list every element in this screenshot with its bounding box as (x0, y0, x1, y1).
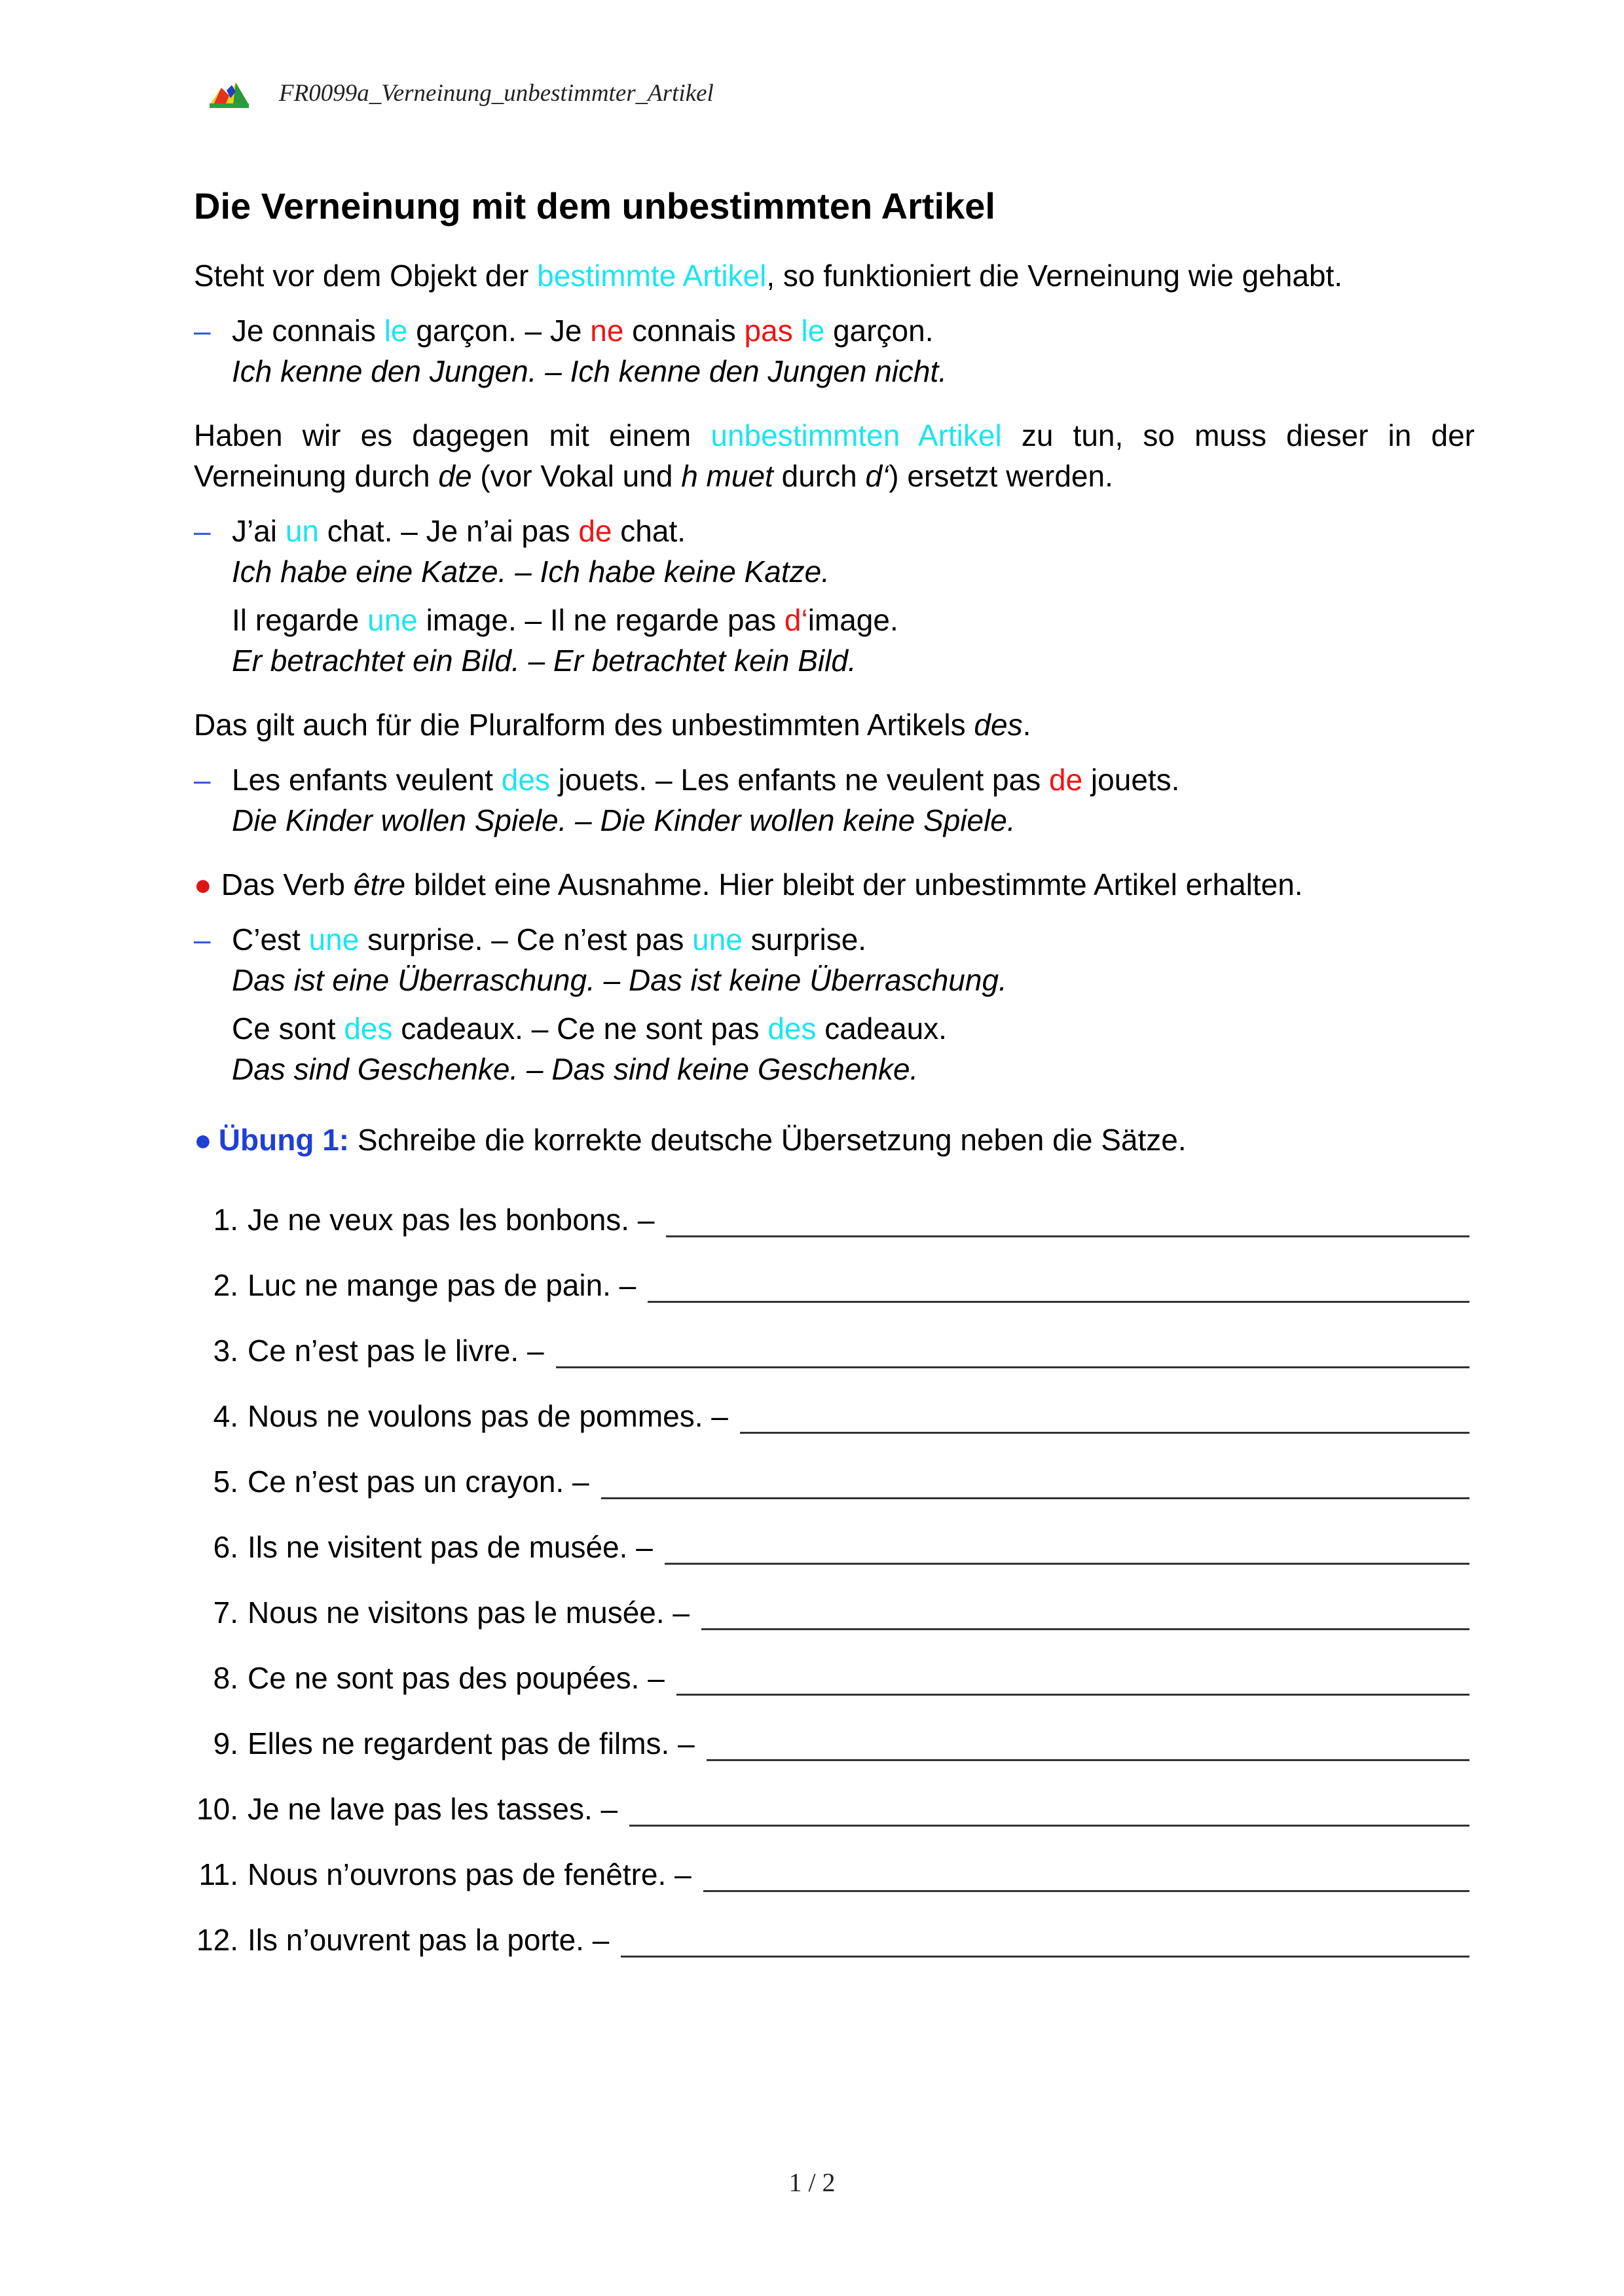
highlight-indefinite-article: unbestimmten Artikel (710, 418, 1002, 452)
text: durch (773, 459, 866, 493)
term: être (353, 867, 406, 902)
text: Il regarde (232, 603, 368, 637)
text: chat. – Je n’ai pas (318, 514, 579, 548)
text (793, 314, 802, 348)
text: Les enfants veulent (232, 763, 502, 797)
text: cadeaux. – Ce ne sont pas (392, 1011, 768, 1046)
answer-line[interactable] (666, 1226, 1469, 1237)
text: surprise. – Ce n’est pas (359, 922, 693, 957)
text: Ce sont (232, 1011, 344, 1046)
note-exception (194, 864, 1475, 905)
exercise-number: 6. (213, 1530, 238, 1564)
article: un (285, 514, 319, 548)
exercise-item (194, 1895, 1469, 1960)
text: Je connais (232, 314, 384, 348)
text: C’est (232, 922, 309, 957)
text: ) ersetzt werden. (889, 459, 1113, 493)
exercise-item (194, 1764, 1469, 1829)
article: une (367, 603, 418, 637)
answer-line[interactable] (621, 1946, 1469, 1958)
answer-line[interactable] (648, 1292, 1469, 1303)
example-german: Das ist eine Überraschung. – Das ist keine Überraschung. (232, 963, 1007, 997)
text: garçon. – Je (407, 314, 591, 348)
example-french (232, 1008, 1475, 1049)
answer-line[interactable] (740, 1423, 1469, 1434)
article: des (501, 763, 550, 797)
exercise-item (194, 1502, 1469, 1567)
text: image. – Il ne regarde pas (417, 603, 784, 637)
list-dash: – (194, 763, 211, 797)
text: cadeaux. (816, 1011, 947, 1046)
exercise-number: 4. (213, 1399, 238, 1433)
example-german: Ich kenne den Jungen. – Ich kenne den Jungen nicht. (232, 354, 948, 388)
example-german: Er betrachtet ein Bild. – Er betrachtet kein Bild. (232, 644, 857, 678)
example-french (232, 511, 1475, 551)
article: des (767, 1011, 817, 1046)
text: surprise. (742, 922, 867, 957)
text: Haben wir es dagegen mit einem (194, 418, 711, 452)
text: jouets. – Les enfants ne veulent pas (549, 763, 1049, 797)
list-dash: – (194, 514, 211, 548)
answer-line[interactable] (601, 1488, 1469, 1499)
example-4 (194, 919, 1475, 1089)
text: Das Verb (221, 867, 354, 902)
exercise-number: 1. (213, 1203, 238, 1237)
exercise-item (194, 1240, 1469, 1305)
exercise-item (194, 1698, 1469, 1764)
exercise-number: 11. (198, 1857, 238, 1891)
exercise-sentence: Ils n’ouvrent pas la porte. – (248, 1923, 610, 1957)
article: le (801, 314, 825, 348)
exercise-number: 3. (213, 1334, 238, 1368)
answer-line[interactable] (665, 1554, 1469, 1565)
text: connais (623, 314, 745, 348)
term: de (438, 459, 472, 493)
text: bildet eine Ausnahme. Hier bleibt der unbestimmte Artikel erhalten. (405, 867, 1303, 902)
exercise-item (194, 1175, 1469, 1240)
text: chat. (612, 514, 686, 548)
exercise-item (194, 1567, 1469, 1633)
exercise-sentence: Ce ne sont pas des poupées. – (248, 1661, 665, 1695)
negation: de (1048, 763, 1083, 797)
text: J’ai (232, 514, 286, 548)
paragraph-indefinite (194, 415, 1475, 496)
exercise-number: 8. (213, 1661, 238, 1695)
example-german: Das sind Geschenke. – Das sind keine Geschenke. (232, 1052, 919, 1086)
example-french (232, 919, 1475, 960)
exercise-item (194, 1633, 1469, 1698)
text: zu tun, so muss dieser in der Verneinung durch (194, 418, 1475, 493)
exercise-sentence: Je ne lave pas les tasses. – (248, 1792, 618, 1826)
exercise-number: 12. (196, 1923, 238, 1957)
page-title: Die Verneinung mit dem unbestimmten Artikel (194, 185, 995, 227)
file-name: FR0099a_Verneinung_unbestimmter_Artikel (279, 79, 714, 107)
exercise-sentence: Luc ne mange pas de pain. – (248, 1268, 637, 1302)
exercise-number: 5. (213, 1465, 238, 1499)
mountain-logo-icon (207, 76, 251, 110)
example-german: Ich habe eine Katze. – Ich habe keine Katze. (232, 555, 830, 589)
main-content (194, 183, 1475, 1960)
exercise-number: 9. (213, 1726, 238, 1760)
exercise-instruction: Schreibe die korrekte deutsche Übersetzung neben die Sätze. (349, 1123, 1187, 1157)
list-dash: – (194, 314, 211, 348)
list-dash: – (194, 922, 211, 957)
bullet-icon: ● (194, 1123, 212, 1157)
exercise-sentence: Ce n’est pas un crayon. – (248, 1465, 589, 1499)
text: Steht vor dem Objekt der (194, 259, 538, 293)
answer-line[interactable] (701, 1619, 1469, 1630)
example-french (232, 759, 1475, 800)
exercise-sentence: Nous n’ouvrons pas de fenêtre. – (248, 1857, 692, 1891)
answer-line[interactable] (676, 1685, 1469, 1696)
answer-line[interactable] (703, 1881, 1469, 1892)
exercise-number: 10. (196, 1792, 238, 1826)
exercise-sentence: Ce n’est pas le livre. – (248, 1334, 544, 1368)
exercise-sentence: Je ne veux pas les bonbons. – (248, 1203, 655, 1237)
exercise-sentence: Nous ne visitons pas le musée. – (248, 1595, 690, 1630)
exercise-sentence: Ils ne visitent pas de musée. – (248, 1530, 653, 1564)
exercise-sentence: Nous ne voulons pas de pommes. – (248, 1399, 728, 1433)
exercise-item (194, 1305, 1469, 1371)
answer-line[interactable] (556, 1357, 1469, 1368)
example-3 (194, 759, 1475, 841)
article: le (384, 314, 408, 348)
example-french (232, 600, 1475, 640)
paragraph-plural (194, 704, 1475, 745)
text: Das gilt auch für die Pluralform des unbestimmten Artikels (194, 708, 974, 742)
highlight-definite-article: bestimmte Artikel (537, 259, 767, 293)
example-german: Die Kinder wollen Spiele. – Die Kinder wollen keine Spiele. (232, 803, 1016, 837)
negation: pas (744, 314, 793, 348)
term: h muet (681, 459, 773, 493)
example-2 (194, 511, 1475, 681)
exercise-number: 7. (213, 1595, 238, 1630)
answer-line[interactable] (629, 1815, 1469, 1827)
example-french (232, 310, 1475, 351)
text: (vor Vokal und (471, 459, 682, 493)
exercise-item (194, 1829, 1469, 1895)
negation: de (578, 514, 612, 548)
exercise-number: 2. (213, 1268, 238, 1302)
intro-paragraph (194, 255, 1475, 296)
negation: d‘ (784, 603, 808, 637)
term: d‘ (865, 459, 889, 493)
text: , so funktioniert die Verneinung wie gehabt. (766, 259, 1343, 293)
exercise-heading (194, 1120, 1475, 1160)
text: image. (807, 603, 898, 637)
exercise-label: Übung 1: (218, 1123, 350, 1157)
bullet-icon: ● (194, 867, 212, 902)
negation: ne (590, 314, 624, 348)
exercise-list (194, 1175, 1469, 1960)
answer-line[interactable] (707, 1750, 1469, 1761)
page-header (207, 73, 714, 113)
exercise-item (194, 1371, 1469, 1436)
text: garçon. (824, 314, 934, 348)
example-1 (194, 310, 1475, 392)
exercise-section (194, 1120, 1475, 1960)
article: des (344, 1011, 393, 1046)
article: une (692, 922, 743, 957)
exercise-sentence: Elles ne regardent pas de films. – (248, 1726, 695, 1760)
text: . (1022, 708, 1031, 742)
text: jouets. (1082, 763, 1180, 797)
page-number: 1 / 2 (788, 2168, 836, 2197)
exercise-item (194, 1436, 1469, 1502)
article: une (308, 922, 360, 957)
term: des (974, 708, 1023, 742)
